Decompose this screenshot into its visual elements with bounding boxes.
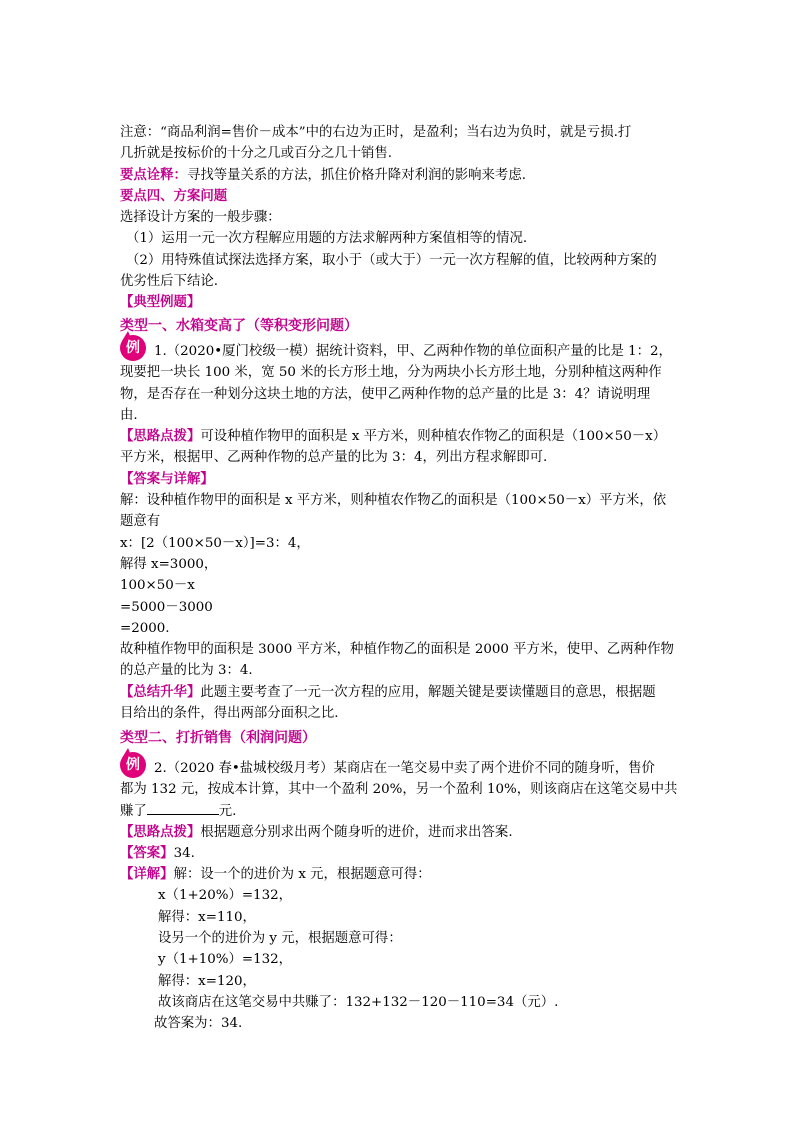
- type2-title: 类型二、打折销售（利润问题）: [120, 730, 316, 747]
- tip-line: [120, 165, 680, 186]
- point4-title: 要点四、方案问题: [120, 187, 228, 204]
- hint-label: 【思路点拨】: [120, 823, 201, 840]
- tip-label: 要点诠释：: [120, 166, 187, 183]
- type2-question-line-1: [120, 758, 680, 779]
- q2-text-3a: 赚了: [120, 804, 147, 820]
- answer-blank: [147, 800, 219, 815]
- example-badge-icon: 例: [120, 748, 146, 778]
- step-line-2: 解得：x=110，: [158, 909, 256, 925]
- note-line-1: 注意：“商品利润=售价－成本”中的右边为正时，是盈利；当右边为负时，就是亏损.打: [120, 125, 632, 140]
- step-2-line-1: （2）用特殊值试探法选择方案，取小于（或大于）一元一次方程解的值，比较两种方案的: [126, 252, 657, 268]
- summary-text-1: 此题主要考查了一元一次方程的应用，解题关键是要读懂题目的意思，根据题: [200, 684, 656, 700]
- summary-line-2: 目给出的条件，得出两部分面积之比.: [120, 706, 339, 722]
- q2-text-3b: 元.: [218, 804, 237, 820]
- type2-detail-line: [120, 864, 680, 885]
- step-2-line-2: 优劣性后下结论.: [120, 274, 218, 290]
- equation-4: =5000－3000: [120, 599, 213, 615]
- q2-text-1: 2.（2020 春•盐城校级月考）某商店在一笔交易中卖了两个进价不同的随身听，售价: [154, 760, 655, 776]
- step-line-3: 设另一个的进价为 y 元，根据题意可得：: [158, 930, 402, 946]
- type1-question-line-3: 物，是否存在一种划分这块土地的方法，使甲乙两种作物的总产量的比是 3：4？请说明理: [120, 386, 651, 402]
- note-line-2: 几折就是按标价的十分之几或百分之几十销售.: [120, 146, 393, 162]
- summary-label: 【总结升华】: [120, 683, 201, 700]
- detail-text: 解：设一个的进价为 x 元，根据题意可得：: [173, 867, 431, 883]
- typical-title: 【典型例题】: [120, 294, 201, 311]
- tip-text: 寻找等量关系的方法，抓住价格升降对利润的影响来考虑.: [186, 167, 526, 183]
- step-line-1: x（1+20%）=132，: [158, 888, 293, 904]
- type2-question-line-3: [120, 800, 680, 821]
- type1-solution-line-1: 解：设种植作物甲的面积是 x 平方米，则种植农作物乙的面积是（100×50－x）平方米，依: [120, 493, 667, 509]
- example-badge-icon: 例: [120, 331, 146, 361]
- type2-answer-line: [120, 843, 680, 864]
- hint-label: 【思路点拨】: [120, 428, 201, 445]
- step-line-6: 故该商店在这笔交易中共赚了：132+132－120－110=34（元）.: [158, 994, 559, 1010]
- type1-answer-label: 【答案与详解】: [120, 470, 214, 487]
- step-line-7: 故答案为：34.: [154, 1016, 243, 1032]
- type1-hint-line-2: 平方米，根据甲、乙两种作物的总产量的比为 3：4，列出方程求解即可.: [120, 450, 548, 466]
- equation-3: 100×50－x: [120, 578, 195, 594]
- type2-question-line-2: 都为 132 元，按成本计算，其中一个盈利 20%，另一个盈利 10%，则该商店在这笔交易中共: [120, 781, 678, 797]
- equation-1: x：[2（100×50－x）]=3：4，: [120, 535, 310, 551]
- type1-question-line-2: 现要把一块长 100 米，宽 50 米的长方形土地，分为两块小长方形土地，分别种植这两种作: [120, 365, 662, 381]
- document-page: [120, 122, 680, 1034]
- type1-solution-line-2: 题意有: [120, 514, 161, 530]
- step-1: （1）运用一元一次方程解应用题的方法求解两种方案值相等的情况.: [126, 231, 528, 247]
- q1-text-1: 1.（2020•厦门校级一模）据统计资料，甲、乙两种作物的单位面积产量的比是 1：2，: [154, 343, 672, 359]
- type1-question-line-4: 由.: [120, 407, 138, 423]
- detail-label: 【详解】: [120, 866, 174, 883]
- answer-text: 34.: [173, 845, 195, 861]
- type1-question-line-1: [120, 341, 680, 362]
- answer-label: 【答案】: [120, 844, 174, 861]
- step-line-5: 解得：x=120，: [158, 973, 256, 989]
- steps-title: 选择设计方案的一般步骤：: [120, 210, 281, 226]
- equation-5: =2000.: [120, 620, 170, 636]
- hint-text: 根据题意分别求出两个随身听的进价，进而求出答案.: [200, 824, 513, 840]
- summary-line-1: [120, 682, 680, 703]
- conclusion-line-1: 故种植作物甲的面积是 3000 平方米，种植作物乙的面积是 2000 平方米，使甲、乙两种作物: [120, 642, 674, 658]
- type2-hint-line: [120, 822, 680, 843]
- equation-2: 解得 x=3000，: [120, 556, 218, 572]
- type1-hint-line-1: [120, 426, 680, 447]
- step-line-4: y（1+10%）=132，: [158, 952, 293, 968]
- conclusion-line-2: 的总产量的比为 3：4.: [120, 663, 253, 679]
- type1-title: 类型一、水箱变高了（等积变形问题）: [120, 317, 358, 334]
- hint-text-1: 可设种植作物甲的面积是 x 平方米，则种植农作物乙的面积是（100×50－x）: [200, 429, 667, 445]
